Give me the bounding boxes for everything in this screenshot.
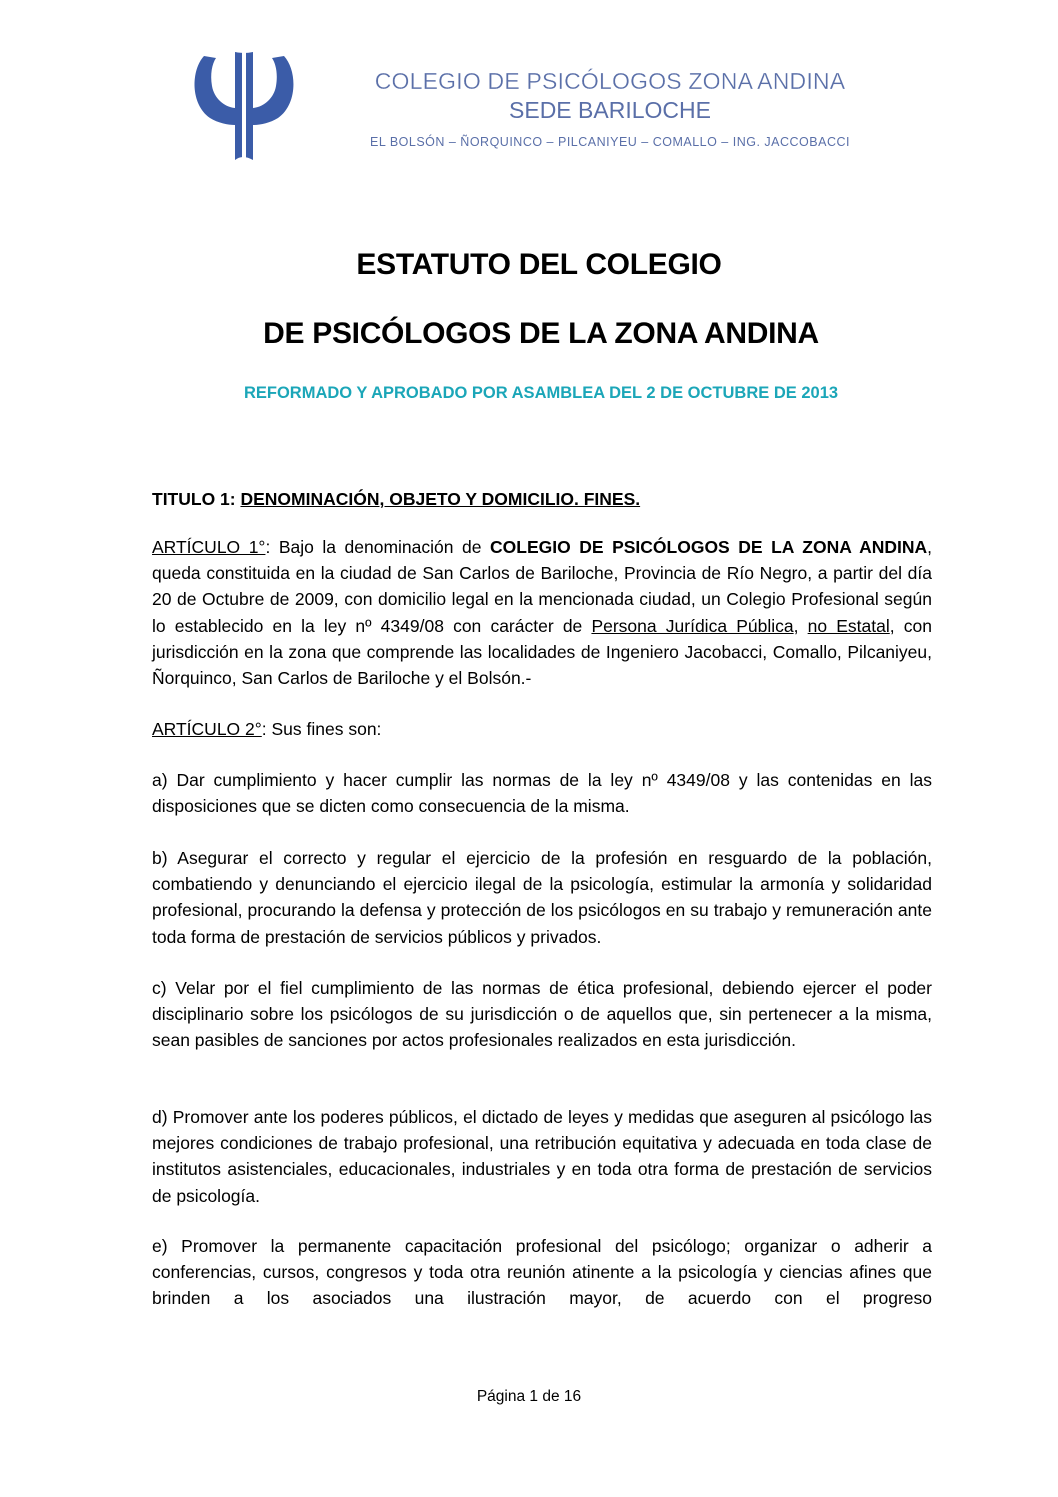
article-1: [152, 534, 932, 691]
article-1-underline-1: Persona Jurídica Pública: [591, 615, 794, 636]
article-1-text-d: , con jurisdicción en la zona que comprende las localidades de Ingeniero Jacobacci, Comallo, Pilcaniyeu, Ñorquinco, San Carlos de Bariloche y el Bolsón.-: [152, 615, 932, 689]
paragraph-d: d) Promover ante los poderes públicos, el dictado de leyes y medidas que aseguren al psicólogo las mejores condiciones de trabajo profesional, una retribución equitativa y adecuada en toda clase de institutos asistenciales, educacionales, industriales y en toda otra forma de prestación de servicios de psicología.: [152, 1107, 932, 1206]
page-number: Página 1 de 16: [476, 1388, 582, 1405]
letterhead: [340, 68, 880, 149]
article-1-bold: COLEGIO DE PSICÓLOGOS DE LA ZONA ANDINA: [490, 537, 928, 557]
paragraph-c: c) Velar por el fiel cumplimiento de las normas de ética profesional, debiendo ejercer el poder disciplinario sobre los psicólogos de su jurisdicción o de aquellos que, sin pertenecer a la misma, sean pasibles de sanciones por actos profesionales realizados en esta jurisdicción.: [152, 978, 932, 1051]
article-1-underline-2: no Estatal: [807, 615, 890, 636]
organization-seat: SEDE BARILOCHE: [509, 97, 711, 123]
article-1-label: ARTÍCULO 1°: [152, 537, 266, 557]
paragraph-e-text: e) Promover la permanente capacitación profesional del psicólogo; organizar o adherir a conferencias, cursos, congresos y toda otra reunión atinente a la psicología y ciencias afines que brinden a los asociados una ilustración mayor, de acuerdo con el progreso: [152, 1236, 932, 1309]
article-1-text-a: : Bajo la denominación de: [265, 537, 491, 557]
paragraph-a: a) Dar cumplimiento y hacer cumplir las normas de la ley nº 4349/08 y las contenidas en las disposiciones que se dicten como consecuencia de la misma.: [152, 770, 932, 817]
article-1-text-b: , queda constituida en la ciudad de San Carlos de Bariloche, Provincia de Río Negro, a partir del día 20 de Octubre de 2009, con domicilio legal en la mencionada ciudad, un Colegio Profesional según lo establecido en la ley nº 4349/08 con carácter de: [152, 537, 933, 636]
article-2-label: ARTÍCULO 2°: [152, 719, 262, 739]
document-title-line1: ESTATUTO DEL COLEGIO: [356, 248, 722, 281]
paragraph-e: [152, 1233, 932, 1312]
organization-name: COLEGIO DE PSICÓLOGOS ZONA ANDINA: [374, 68, 846, 94]
section-heading: [152, 486, 932, 512]
article-2: [152, 716, 932, 742]
reform-note: REFORMADO Y APROBADO POR ASAMBLEA DEL 2 DE OCTUBRE DE 2013: [243, 384, 839, 402]
paragraph-b: b) Asegurar el correcto y regular el ejercicio de la profesión en resguardo de la población, combatiendo y denunciando el ejercicio ilegal de la psicología, estimular la armonía y solidaridad profesional, procurando la defensa y protección de los psicólogos en su trabajo y remuneración ante toda forma de prestación de servicios públicos y privados.: [152, 848, 932, 947]
document-title-line2: DE PSICÓLOGOS DE LA ZONA ANDINA: [263, 317, 819, 350]
article-1-text-c: ,: [793, 615, 808, 636]
organization-towns: EL BOLSÓN – ÑORQUINCO – PILCANIYEU – COMALLO – ING. JACCOBACCI: [370, 135, 850, 149]
section-heading-label: TITULO 1:: [152, 489, 241, 509]
article-2-text: : Sus fines son:: [261, 719, 382, 739]
section-heading-text: DENOMINACIÓN, OBJETO Y DOMICILIO. FINES.: [240, 489, 641, 509]
psi-logo-icon: [188, 52, 300, 160]
